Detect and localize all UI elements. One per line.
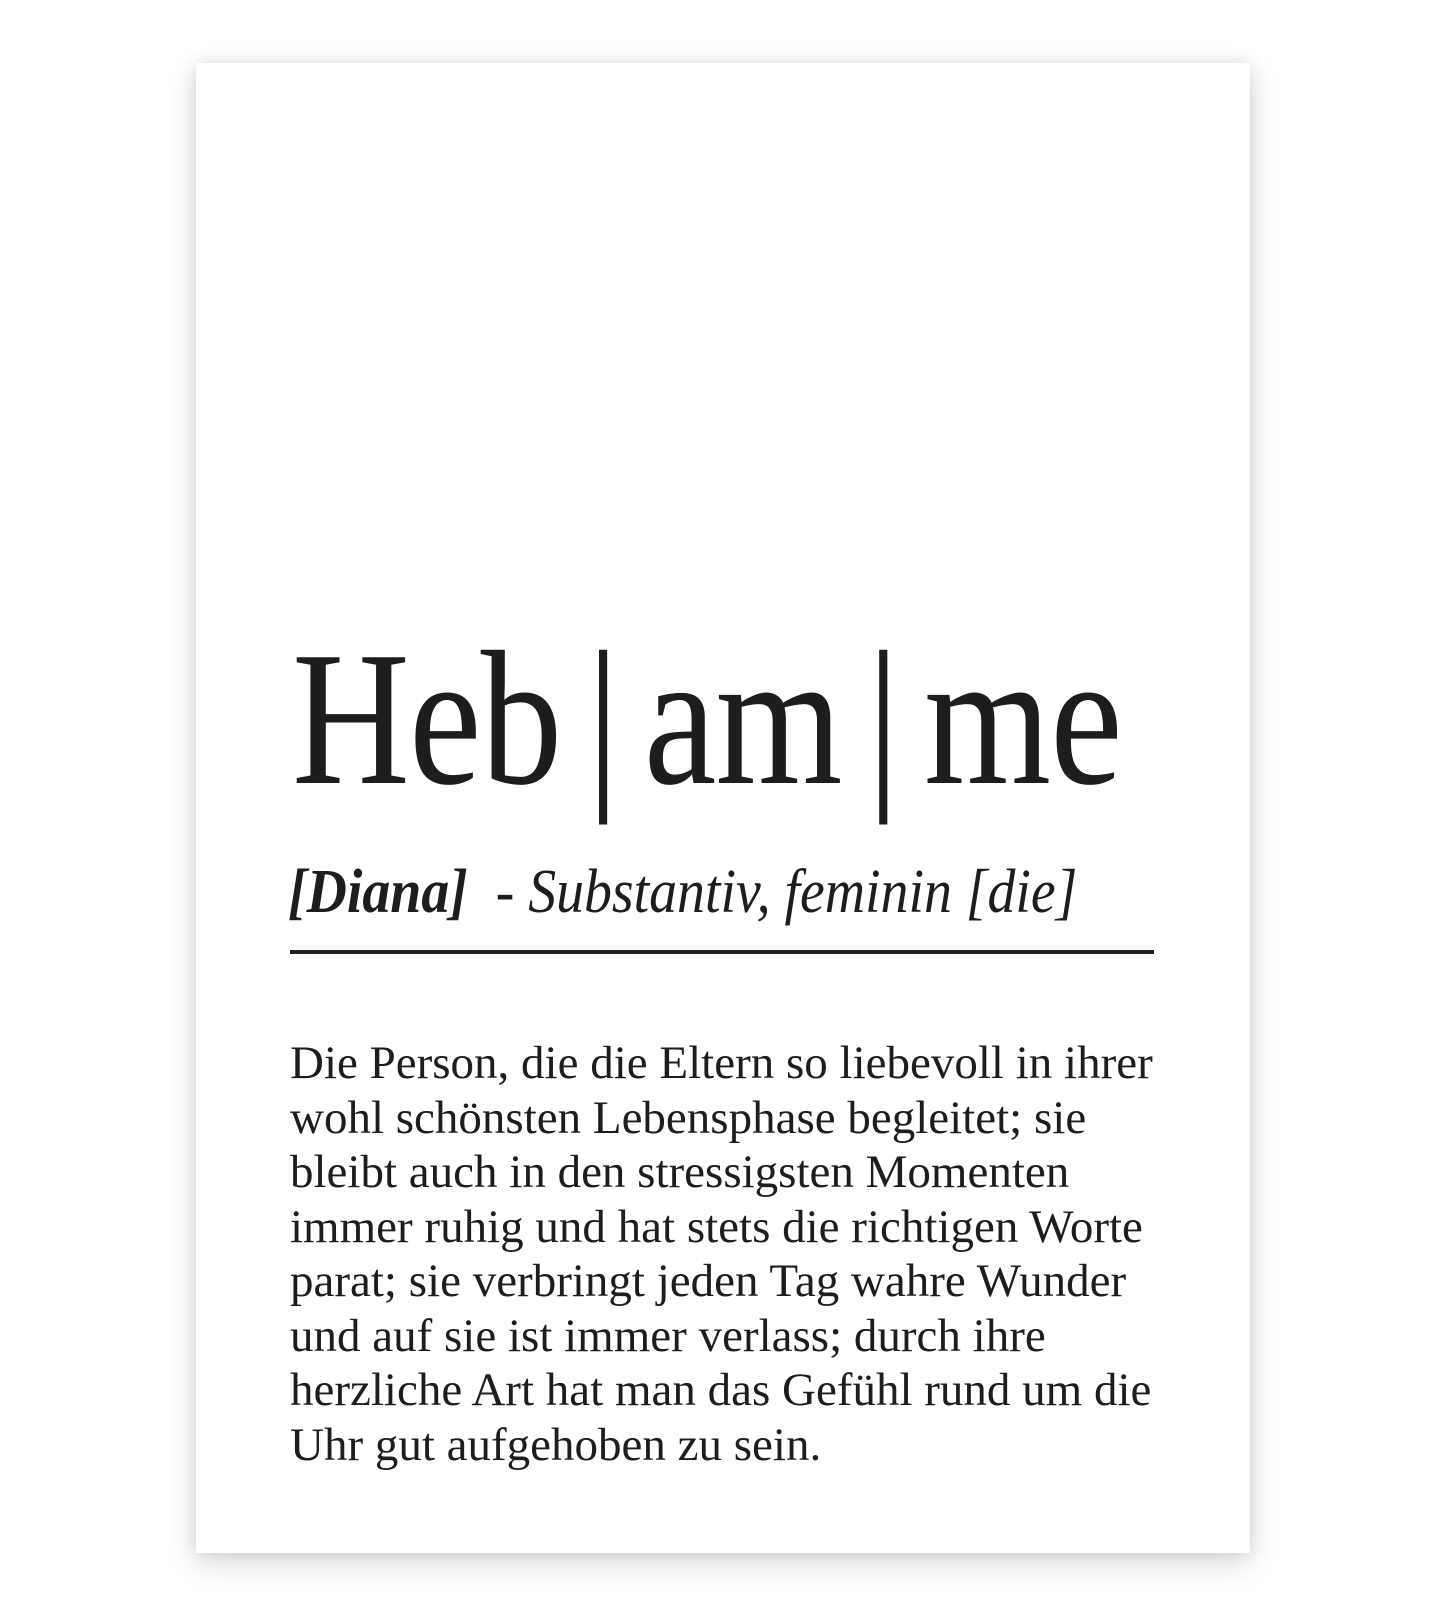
definition-poster xyxy=(196,63,1250,1553)
definition-line: wohl schönsten Lebensphase begleitet; sie xyxy=(290,1091,1087,1144)
definition-line: herzliche Art hat man das Gefühl rund um die xyxy=(290,1364,1152,1416)
subtitle-name-bracket: [Diana] xyxy=(288,858,468,926)
definition-line: Die Person, die die Eltern so liebevoll in ihrer xyxy=(290,1037,1153,1089)
definition-line: bleibt auch in den stressigsten Momenten xyxy=(290,1146,1070,1198)
divider-rule xyxy=(290,950,1154,954)
definition-line: parat; sie verbringt jeden Tag wahre Wunder xyxy=(290,1255,1127,1307)
definition-line: Uhr gut aufgehoben zu sein. xyxy=(290,1418,822,1471)
definition-line: und auf sie ist immer verlass; durch ihre xyxy=(290,1309,1046,1362)
definition-text xyxy=(290,1036,1153,1472)
poster-title-word: Heb | am | me xyxy=(292,612,1122,825)
poster-subtitle xyxy=(288,857,1077,928)
subtitle-grammar-description: - Substantiv, feminin [die] xyxy=(495,858,1078,926)
definition-line: immer ruhig und hat stets die richtigen Worte xyxy=(290,1200,1143,1253)
